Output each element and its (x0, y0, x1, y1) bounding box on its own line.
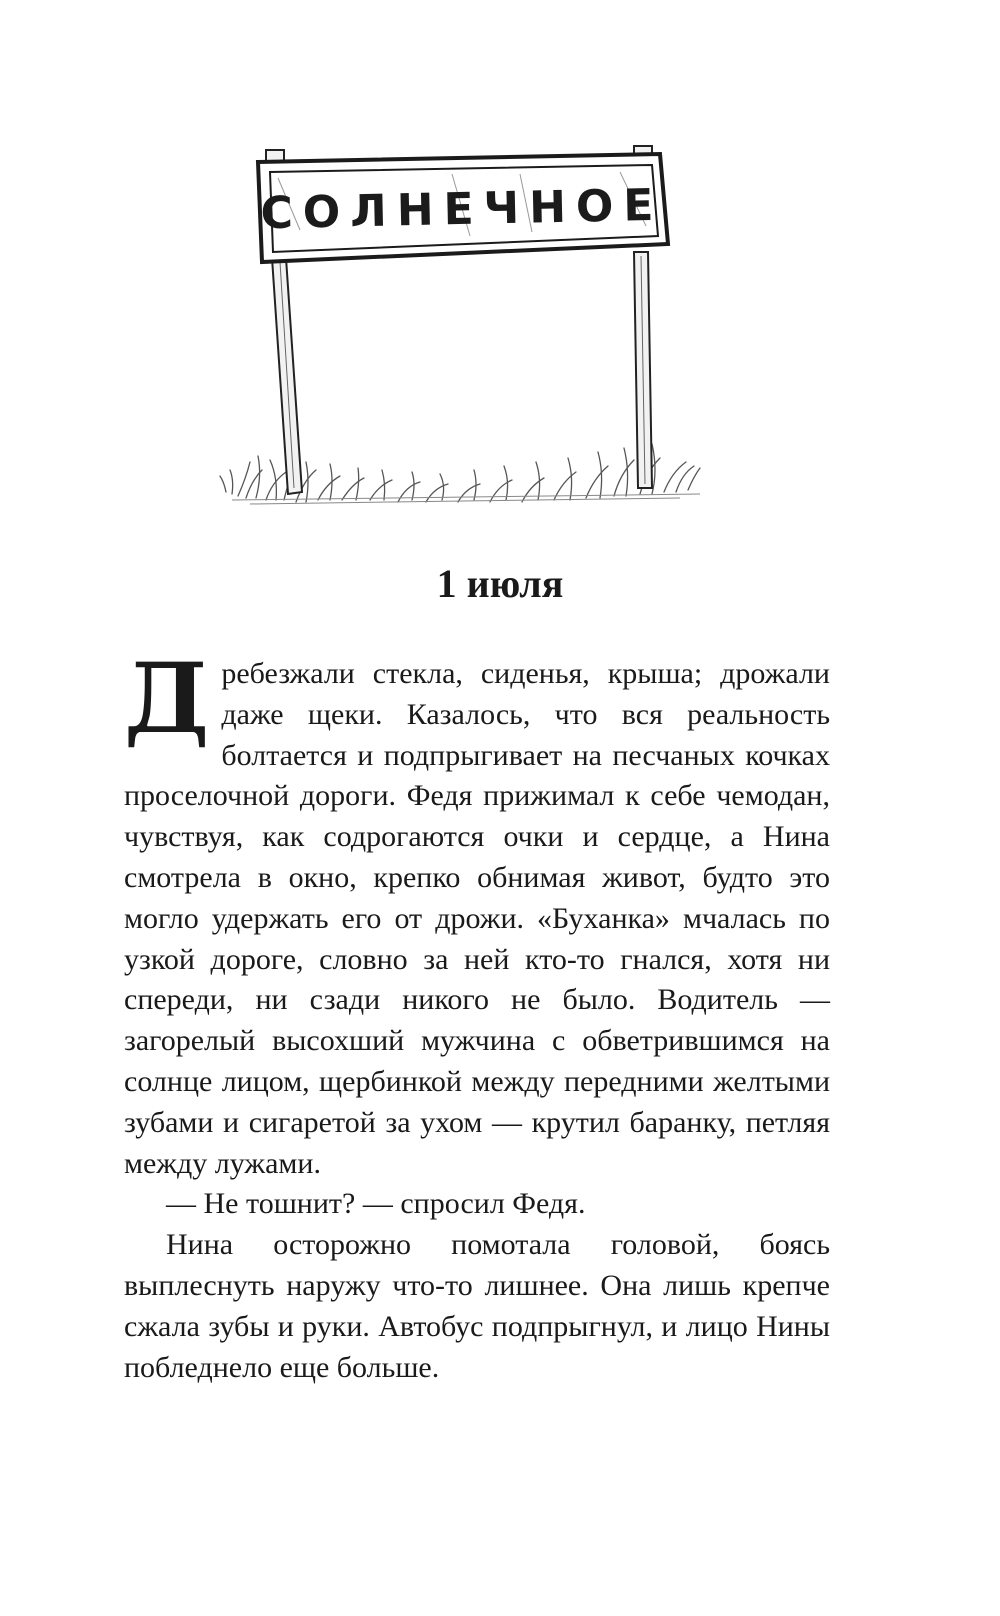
paragraph-2: — Не тошнит? — спросил Федя. (166, 1187, 586, 1221)
ground-hatching (232, 494, 700, 504)
road-sign-illustration (0, 0, 1000, 540)
paragraph-1 (124, 642, 830, 1184)
sign-text: СОЛНЕЧНОЕ (260, 179, 664, 240)
drop-cap: Д (124, 642, 210, 755)
paragraph-1-text: ребезжали стекла, сиденья, крыша; дрожали даже щеки. Казалось, что вся реальность болтается и подпрыгивает на песчаных кочках проселочной дороги. Федя прижимал к себе чемодан, чувствуя, как содрогаются очки и сердце, а Нина смотрела в окно, крепко обнимая живот, будто это могло удержать его от дрожи. «Буханка» мчалась по узкой дороге, словно за ней кто-то гнался, хотя ни спереди, ни сзади никого не было. Водитель — загорелый высохший мужчина с обветрившимся на солнце лицом, щербинкой между передними желтыми зубами и сигаретой за ухом — крутил баранку, петляя между лужами. (124, 657, 830, 1180)
post-shading (280, 256, 645, 488)
paragraph-3: Нина осторожно помотала головой, боясь выплеснуть наружу что-то лишнее. Она лишь крепче сжала зубы и руки. Автобус подпрыгнул, и лицо Нины побледнело еще больше. (124, 1228, 830, 1384)
body-text (124, 642, 830, 1388)
chapter-title: 1 июля (436, 561, 564, 606)
